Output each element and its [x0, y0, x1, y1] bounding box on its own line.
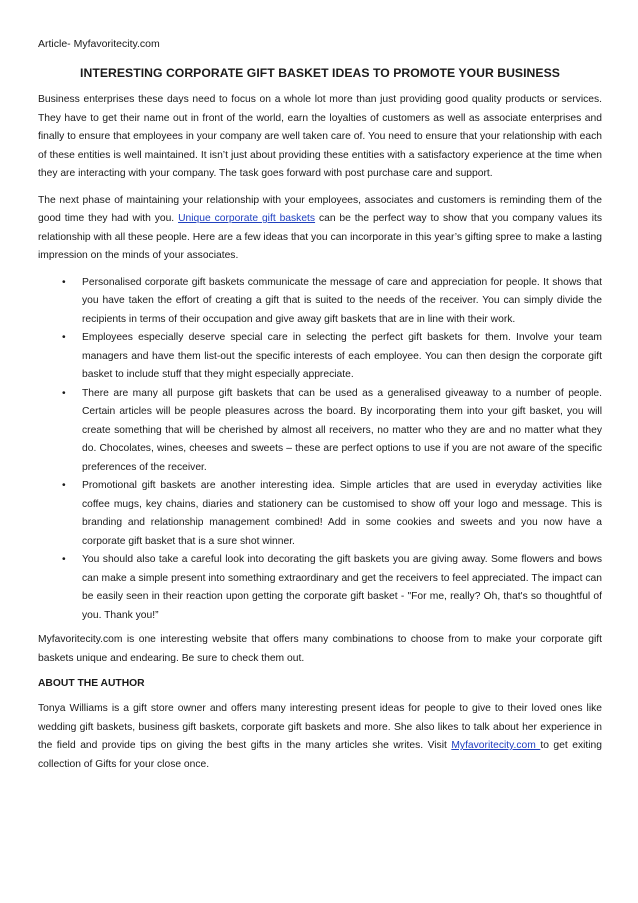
bullet-icon: •	[62, 332, 66, 343]
bullet-icon: •	[62, 387, 66, 399]
list-item	[62, 551, 602, 625]
list-item	[62, 477, 602, 551]
bullet-icon: •	[62, 554, 66, 565]
intro-paragraph: Business enterprises these days need to focus on a whole lot more than just providing good quality products or services. They have to get their name out in front of the world, earn the loyalties of customers as well as associate enterprises and finally to ensure that employees in your company are well taken care of. You need to ensure that your relationship with each of these entities is well maintained. It isn’t just about providing these entities with a satisfactory experience at the time when they are interacting with your company. The task goes forward with post purchase care and support.	[38, 94, 602, 179]
second-paragraph-text-before: The next phase of maintaining your relationship with your employees, associates and customers is reminding them of the good time they had with you.	[38, 194, 602, 224]
list-item-text: Employees especially deserve special care in selecting the perfect gift baskets for them. Involve your team managers and have them list-out the specific interests of each employee. You can then design the corporate gift basket to include stuff that they might especially appreciate.	[82, 332, 602, 380]
author-bio	[38, 700, 602, 774]
bullet-icon: •	[62, 276, 66, 288]
list-item-text: Promotional gift baskets are another interesting idea. Simple articles that are used in everyday activities like coffee mugs, key chains, diaries and stationery can be customised to show off your logo and message. This is branding and relationship management combined! Add in some cookies and sweets and you now have a corporate gift basket that is a sure shot winner.	[82, 480, 602, 547]
author-bio-text-after: to get exiting collection of Gifts for your close once.	[38, 740, 602, 770]
article-source: Article- Myfavoritecity.com	[38, 38, 160, 50]
closing-paragraph: Myfavoritecity.com is one interesting website that offers many combinations to choose from to make your corporate gift baskets unique and endearing. Be sure to check them out.	[38, 634, 602, 664]
second-paragraph	[38, 192, 602, 266]
ideas-list	[38, 274, 602, 626]
author-bio-text: Tonya Williams is a gift store owner and offers many interesting present ideas for people to give to their loved ones like wedding gift baskets, business gift baskets, corporate gift baskets and more. She also likes to talk about her experience in the field and provide tips on giving the best gifts in the many articles she writes. Visit	[38, 703, 602, 751]
list-item-text: There are many all purpose gift baskets that can be used as a generalised giveaway to a number of people. Certain articles will be people pleasures across the board. By incorporating them into your gift basket, you will create something that will be cherished by almost all receivers, no matter who they are and no matter what they do. Chocolates, wines, cheeses and sweets – these are perfect options to use if you are not aware of the specific preferences of the receiver.	[82, 387, 602, 473]
list-item	[62, 274, 602, 330]
list-item	[62, 385, 602, 478]
article-title: INTERESTING CORPORATE GIFT BASKET IDEAS TO PROMOTE YOUR BUSINESS	[80, 66, 560, 80]
second-paragraph-text-after: can be the perfect way to show that you company values its relationship with all these people. Here are a few ideas that you can incorporate in this year’s gifting spree to make a lasting impression on the minds of your associates.	[38, 213, 603, 261]
list-item-text: Personalised corporate gift baskets communicate the message of care and appreciation for people. It shows that you have taken the effort of creating a gift that is suited to the needs of the receiver. You can simply divide the recipients in terms of their occupation and give away gift baskets that are in line with their work.	[82, 276, 602, 325]
unique-corporate-gift-baskets-link[interactable]: Unique corporate gift baskets	[178, 213, 316, 224]
myfavoritecity-link[interactable]: Myfavoritecity.com	[451, 740, 541, 751]
list-item-text: You should also take a careful look into decorating the gift baskets you are giving away. Some flowers and bows can make a simple present into something extraordinary and get the receivers to feel appreciated. The impact can be easily seen in their reaction upon getting the corporate gift basket - "For me, really? Oh, that's so thoughtful of you. Thank you!”	[82, 554, 602, 621]
bullet-icon: •	[62, 480, 66, 491]
list-item	[62, 329, 602, 385]
about-author-heading: ABOUT THE AUTHOR	[38, 678, 145, 689]
